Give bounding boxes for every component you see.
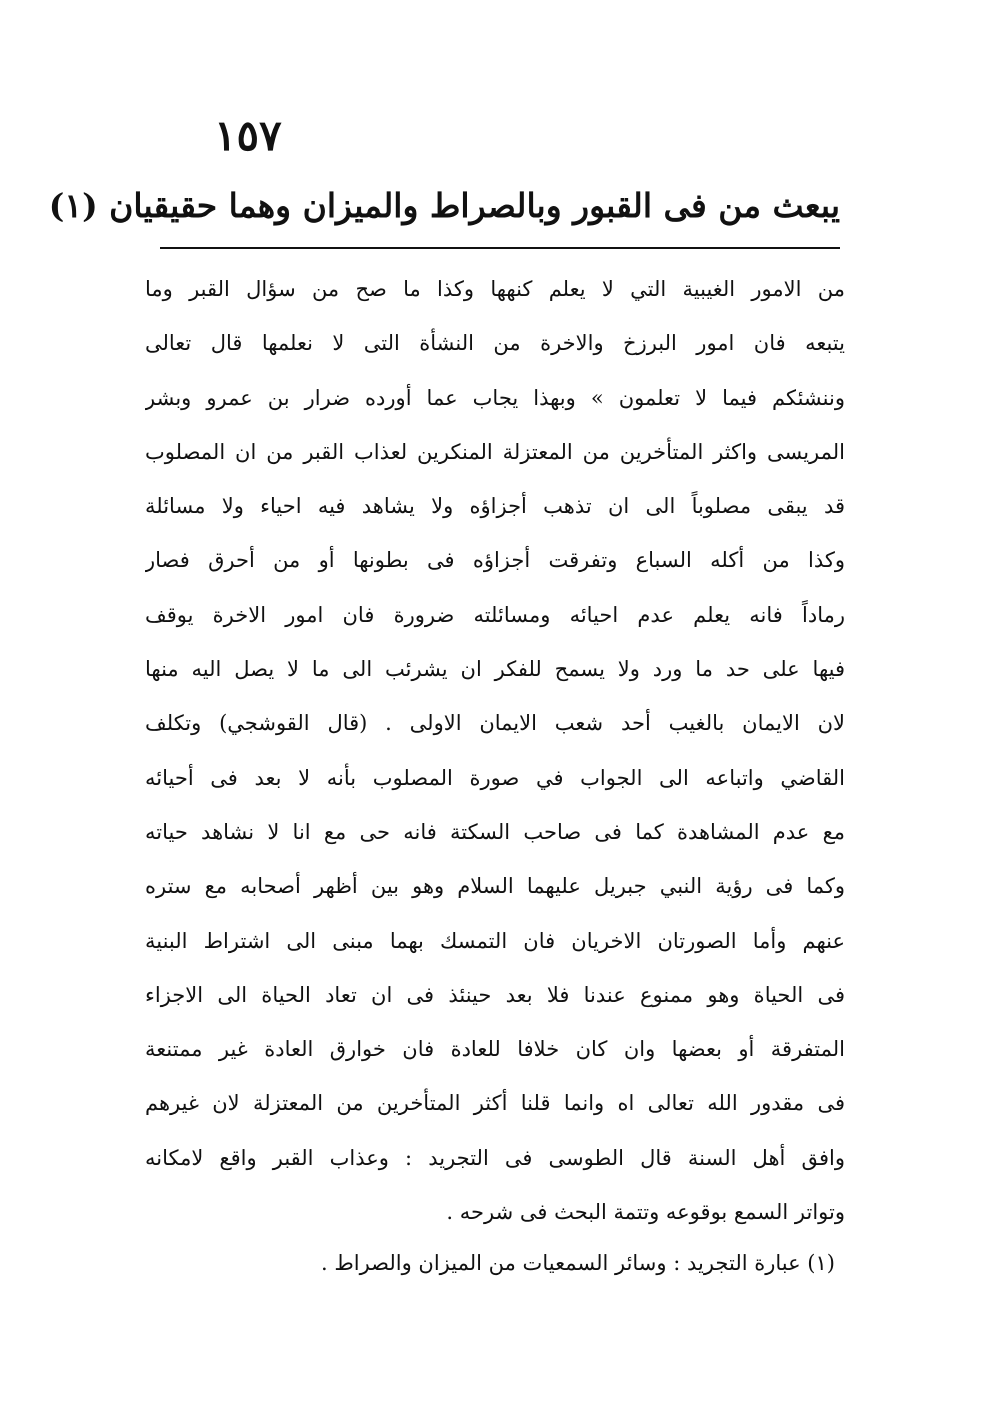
text-line: فى الحياة وهو ممنوع عندنا فلا بعد حينئذ فى ان تعاد الحياة الى الاجزاء <box>145 982 845 1007</box>
text-line: وكذا من أكله السباع وتفرقت أجزاؤه فى بطونها أو من أحرق فصار <box>145 548 845 573</box>
heading-divider <box>160 247 840 249</box>
text-line: رماداً فانه يعلم عدم احيائه ومسائلته ضرورة فان امور الاخرة يوقف <box>145 602 845 627</box>
body-text <box>145 262 845 1239</box>
text-line: عنهم وأما الصورتان الاخريان فان التمسك بهما مبنى الى اشتراط البنية <box>145 928 845 953</box>
text-line: القاضي واتباعه الى الجواب في صورة المصلوب بأنه لا بعد فى أحيائه <box>145 765 845 790</box>
text-line: وافق أهل السنة قال الطوسى فى التجريد : وعذاب القبر واقع لامكانه <box>145 1145 845 1170</box>
text-line: مع عدم المشاهدة كما فى صاحب السكتة فانه حى مع انا لا نشاهد حياته <box>145 819 845 844</box>
page-number: ١٥٧ <box>214 111 282 160</box>
text-line: المتفرقة أو بعضها وان كان خلافا للعادة فان خوارق العادة غير ممتنعة <box>145 1037 845 1062</box>
footnote: (١) عبارة التجريد : وسائر السمعيات من الميزان والصراط . <box>320 1251 835 1275</box>
section-heading: يبعث من فى القبور وبالصراط والميزان وهما حقيقيان (١) <box>48 186 840 225</box>
text-line: من الامور الغيبية التي لا يعلم كنهها وكذا ما صح من سؤال القبر وما <box>145 277 845 301</box>
text-line: لان الايمان بالغيب أحد شعب الايمان الاولى . (قال القوشجي) وتكلف <box>145 711 845 736</box>
text-line: المريسى واكثر المتأخرين من المعتزلة المنكرين لعذاب القبر من ان المصلوب <box>145 439 845 464</box>
text-line: وكما فى رؤية النبي جبريل عليهما السلام وهو بين أظهر أصحابه مع ستره <box>145 874 845 899</box>
text-line: وننشئكم فيما لا تعلمون » وبهذا يجاب عما أورده ضرار بن عمرو وبشر <box>145 385 845 410</box>
text-line: وتواتر السمع بوقوعه وتتمة البحث فى شرحه . <box>446 1200 845 1225</box>
text-line: قد يبقى مصلوباً الى ان تذهب أجزاؤه ولا يشاهد فيه احياء ولا مسائلة <box>145 494 845 519</box>
text-line: فيها على حد ما ورد ولا يسمح للفكر ان يشرئب الى ما لا يصل اليه منها <box>145 657 845 682</box>
text-line: يتبعه فان امور البرزخ والاخرة من النشأة التى لا نعلمها قال تعالى <box>145 331 845 356</box>
text-line: فى مقدور الله تعالى اه وانما قلنا أكثر المتأخرين من المعتزلة لان غيرهم <box>145 1091 845 1116</box>
